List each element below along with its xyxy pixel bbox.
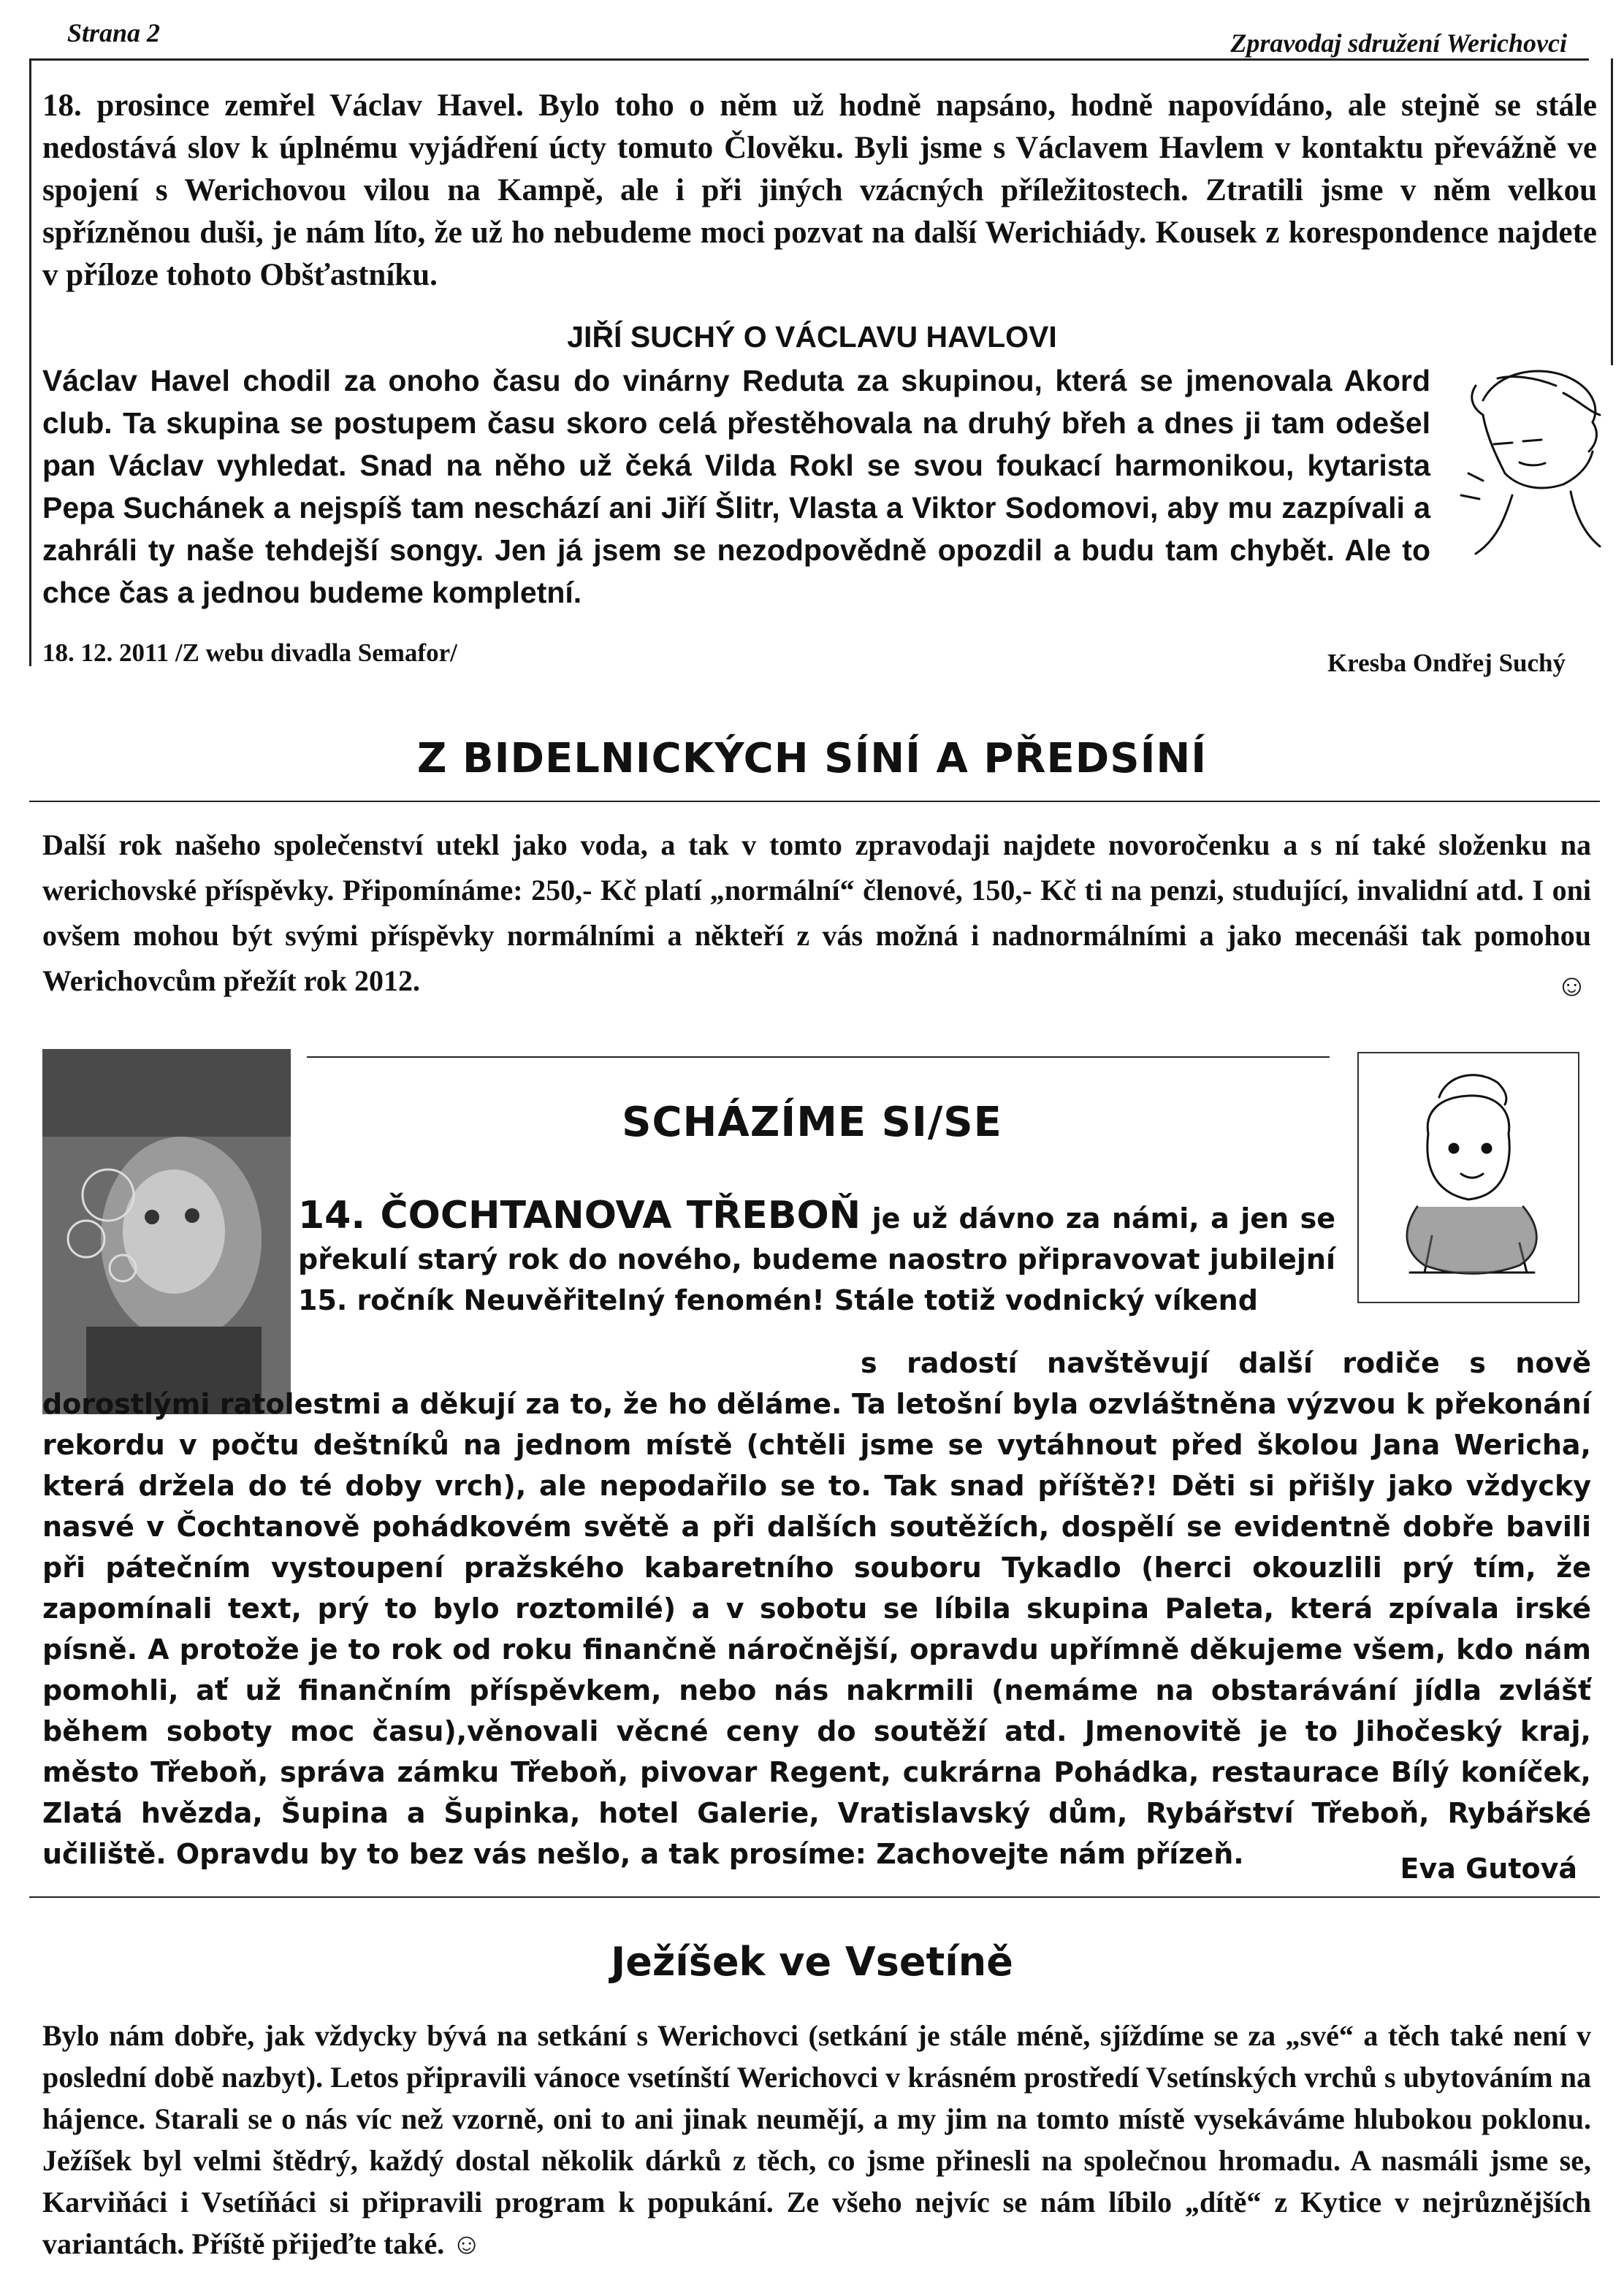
jezisek-text: Bylo nám dobře, jak vždycky bývá na setkání s Werichovci (setkání je stále méně, sjíždíme se za „své“ a těch také není v poslední době nazbyt). Letos připravili vánoce vsetínští Werichovci v krásném prostředí Vsetínských vrchů s ubytováním na hájence. Starali se o nás víc než vzorně, oni to ani jinak neumějí, a my jim na tomto místě vysekáváme hlubokou poklonu. Ježíšek byl velmi štědrý, každý dostal několik dárků z těch, co jsme přinesli na společnou hromadu. A nasmáli jsme se, Karviňáci i Vsetíňáci si připravili program k popukání. Ze všeho nejvíc se nám líbilo „dítě“ z Kytice v nejrůznějších variantách. Příště přijeďte také. [42,2019,1591,2260]
jezisek-paragraph [42,2015,1591,2265]
obituary-paragraph: 18. prosince zemřel Václav Havel. Bylo toho o něm už hodně napsáno, hodně napovídáno, ale stejně se stále nedostává slov k úplnému vyjádření úcty tomuto Člověku. Byli jsme s Václavem Havlem v kontaktu převážně ve spojení s Werichovou vilou na Kampě, ale i při jiných vzácných příležitostech. Ztratili jsme v něm velkou spřízněnou duši, je nám líto, že už ho nebudeme moci pozvat na další Werichiády. Kousek z korespondence najdete v příloze tohoto Obšťastníku. [42,88,1597,292]
section-title-schazime: SCHÁZÍME SI/SE [622,1099,1002,1146]
section-rule [29,801,1600,802]
smiley-icon: ☺ [451,2227,482,2260]
section-title-bidelnici: Z BIDELNICKÝCH SÍNÍ A PŘEDSÍNÍ [416,735,1208,782]
schazime-paragraph: s radostí navštěvují další rodiče s nově dorostlými ratolestmi a děkují za to, že ho děláme. Ta letošní byla ozvláštněna výzvou k překonání rekordu v počtu deštníků na jednom místě (chtěli jsme se vytáhnout před školou Jana Wericha, která držela do té doby vrch), ale nepodařilo se to. Tak snad příště?! Děti si přišly jako vždycky nasvé v Čochtanově pohádkovém světě a při dalších soutěžích, dospělí se evidentně dobře bavili při pátečním vystoupení pražského kabaretního souboru Tykadlo (herci okouzlili prý tím, že zapomínali text, prý to bylo roztomilé) a v sobotu se líbila skupina Paleta, která zpívala irské písně. A protože je to rok od roku finančně náročnější, opravdu upřímně děkujeme všem, kdo nám pomohli, ať už finančním příspěvkem, nebo nás nakrmili (nemáme na obstarávání jídla zvlášť během soboty moc času),věnovali věcné ceny do soutěží atd. Jmenovitě je to Jihočeský kraj, město Třeboň, správa zámku Třeboň, pivovar Regent, cukrárna Pohádka, restaurace Bílý koníček, Zlatá hvězda, Šupina a Šupinka, hotel Galerie, Vratislavský dům, Rybářství Třeboň, Rybářské učiliště. Opravdu by to bez vás nešlo, a tak prosíme: Zachovejte nám přízeň. [42,1347,1591,1870]
vodnik-sketch [1357,1052,1579,1303]
schazime-paragraph-intro [298,1195,1335,1321]
page-number: Strana 2 [67,18,161,47]
drawing-credit: Kresba Ondřej Suchý [1327,649,1566,677]
section-rule [29,1896,1600,1898]
obituary-source: 18. 12. 2011 /Z webu divadla Semafor/ [42,638,457,667]
box-left-border [29,58,31,666]
smiley-icon: ☺ [1556,969,1587,1003]
article-author: Eva Gutová [1400,1853,1577,1885]
schazime-intro-text: je už dávno za námi, a jen se překulí starý rok do nového, budeme naostro připravovat jubilejní 15. ročník Neuvěřitelný fenomén! Stále totiž vodnický víkend [298,1202,1335,1316]
quote-title: JIŘÍ SUCHÝ O VÁCLAVU HAVLOVI [567,320,1057,354]
water-goblin-drawing-icon [1359,1053,1578,1302]
newsletter-title: Zpravodaj sdružení Werichovci [1230,28,1567,58]
havel-caricature-drawing [1454,356,1607,583]
section-rule-top [307,1056,1330,1058]
section-title-jezisek: Ježíšek ve Vsetíně [611,1939,1013,1985]
header-rule [29,58,1589,61]
bidelnici-paragraph: Další rok našeho společenství utekl jako voda, a tak v tomto zpravodaji najdete novoročenku a s ní také složenku na werichovské příspěvky. Připomínáme: 250,- Kč platí „normální“ členové, 150,- Kč ti na penzi, studující, invalidní atd. I oni ovšem mohou být svými příspěvky normálními a někteří z vás možná i nadnormálními a jako mecenáši tak pomohou Werichovcům přežít rok 2012. [42,828,1591,997]
quote-paragraph: Václav Havel chodil za onoho času do vinárny Reduta za skupinou, která se jmenovala Akord club. Ta skupina se postupem času skoro celá přestěhovala na druhý břeh a dnes ji tam odešel pan Václav vyhledat. Snad na něho už čeká Vilda Rokl se svou foukací harmonikou, kytarista Pepa Suchánek a nejspíš tam neschází ani Jiří Šlitr, Vlasta a Viktor Sodomovi, aby mu zazpívali a zahráli ty naše tehdejší songy. Jen já jsem se nezodpovědně opozdil a budu tam chybět. Ale to chce čas a jednou budeme kompletní. [42,364,1430,609]
event-title: 14. ČOCHTANOVA TŘEBOŇ [298,1194,861,1237]
box-right-border [1611,58,1613,365]
